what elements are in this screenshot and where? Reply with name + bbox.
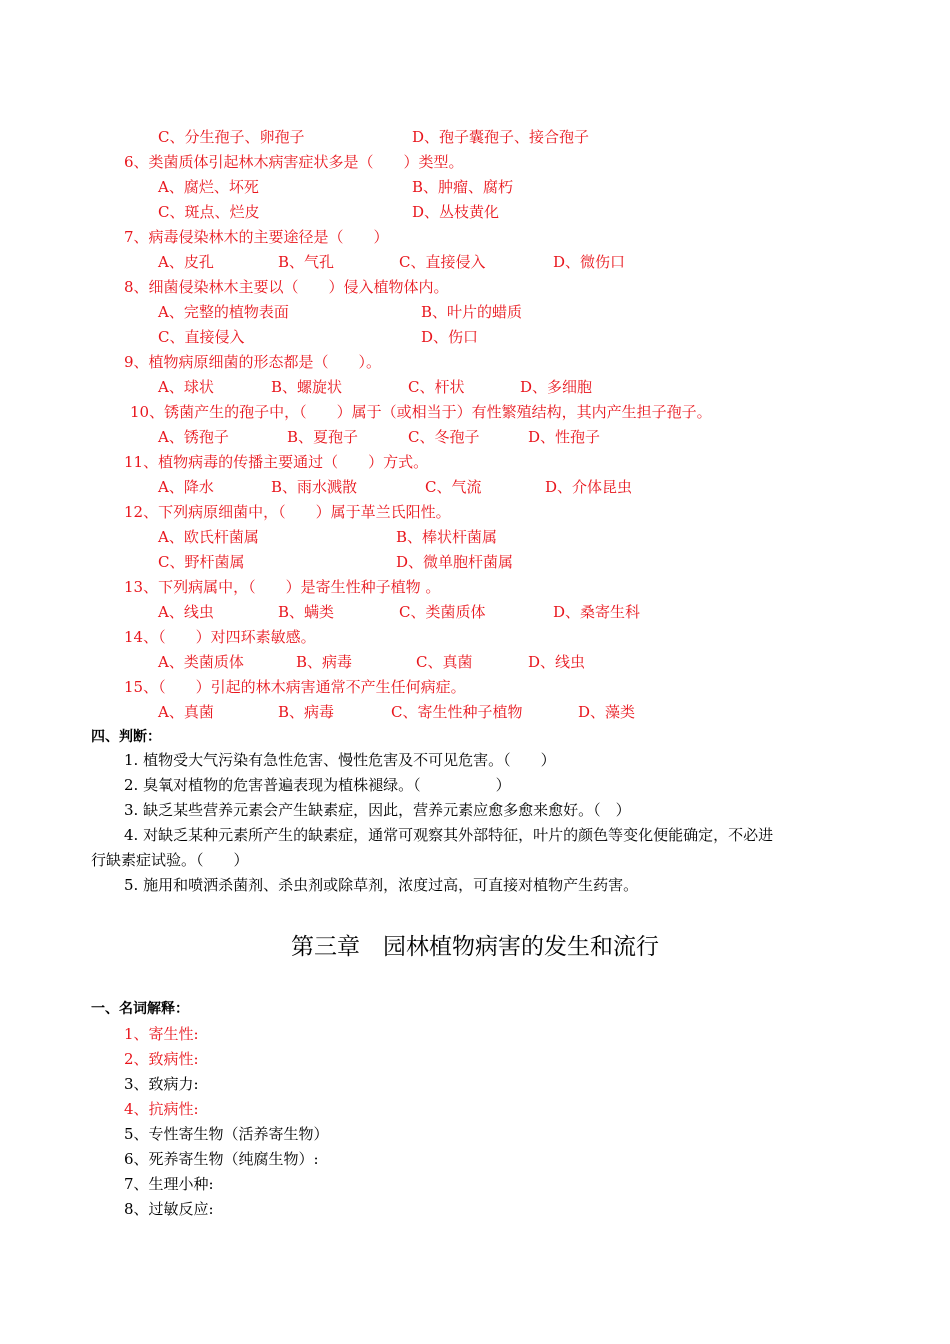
q7-option-c: C、直接侵入 xyxy=(399,253,486,271)
q10-option-b: B、夏孢子 xyxy=(287,428,359,446)
q13-option-b: B、螨类 xyxy=(278,603,335,621)
q12-option-a: A、欧氏杆菌属 xyxy=(158,528,259,546)
question-13: 13、下列病属中，（ ）是寄生性种子植物 。 xyxy=(124,578,441,596)
q5-option-d: D、孢子囊孢子、接合孢子 xyxy=(412,128,590,146)
q14-option-a: A、类菌质体 xyxy=(158,653,244,671)
q9-option-b: B、螺旋状 xyxy=(271,378,343,396)
q9-option-c: C、杆状 xyxy=(408,378,465,396)
q10-option-c: C、冬孢子 xyxy=(408,428,480,446)
q11-option-d: D、介体昆虫 xyxy=(545,478,633,496)
q11-option-b: B、雨水溅散 xyxy=(271,478,358,496)
q14-option-d: D、线虫 xyxy=(528,653,586,671)
term-3: 3、致病力: xyxy=(124,1075,199,1093)
q10-option-d: D、性孢子 xyxy=(528,428,601,446)
judge-heading: 四、判断： xyxy=(91,729,161,745)
q15-option-b: B、病毒 xyxy=(278,703,335,721)
q14-option-c: C、真菌 xyxy=(416,653,473,671)
q8-option-a: A、完整的植物表面 xyxy=(158,303,289,321)
judge-item-2: 2. 臭氧对植物的危害普遍表现为植株褪绿。（ ） xyxy=(124,776,511,794)
q12-option-b: B、棒状杆菌属 xyxy=(396,528,498,546)
term-8: 8、过敏反应: xyxy=(124,1200,214,1218)
q13-option-d: D、桑寄生科 xyxy=(553,603,641,621)
q15-option-c: C、寄生性种子植物 xyxy=(391,703,523,721)
question-7: 7、病毒侵染林木的主要途径是（ ） xyxy=(124,228,389,246)
q7-option-d: D、微伤口 xyxy=(553,253,626,271)
q14-option-b: B、病毒 xyxy=(296,653,353,671)
question-10: 10、锈菌产生的孢子中，（ ）属于（或相当于）有性繁殖结构，其内产生担子孢子。 xyxy=(130,403,712,421)
q8-option-d: D、伤口 xyxy=(421,328,479,346)
q15-option-a: A、真菌 xyxy=(158,703,214,721)
q6-option-c: C、斑点、烂皮 xyxy=(158,203,260,221)
term-4: 4、抗病性: xyxy=(124,1100,199,1118)
judge-item-5: 5. 施用和喷洒杀菌剂、杀虫剂或除草剂，浓度过高，可直接对植物产生药害。 xyxy=(124,876,639,894)
question-8: 8、细菌侵染林木主要以（ ）侵入植物体内。 xyxy=(124,278,449,296)
term-5: 5、专性寄生物（活养寄生物） xyxy=(124,1125,329,1143)
question-12: 12、下列病原细菌中，（ ）属于革兰氏阳性。 xyxy=(124,503,451,521)
q11-option-a: A、降水 xyxy=(158,478,214,496)
term-1: 1、寄生性: xyxy=(124,1025,199,1043)
judge-item-4-line-2: 行缺素症试验。（ ） xyxy=(91,851,249,869)
q6-option-a: A、腐烂、坏死 xyxy=(158,178,259,196)
q13-option-a: A、线虫 xyxy=(158,603,214,621)
question-6: 6、类菌质体引起林木病害症状多是（ ）类型。 xyxy=(124,153,464,171)
question-9: 9、植物病原细菌的形态都是（ ）。 xyxy=(124,353,382,371)
term-2: 2、致病性: xyxy=(124,1050,199,1068)
q12-option-d: D、微单胞杆菌属 xyxy=(396,553,514,571)
q7-option-b: B、气孔 xyxy=(278,253,335,271)
question-14: 14、（ ）对四环素敏感。 xyxy=(124,628,316,646)
judge-item-1: 1. 植物受大气污染有急性危害、慢性危害及不可见危害。（ ） xyxy=(124,751,556,769)
q10-option-a: A、锈孢子 xyxy=(158,428,229,446)
q15-option-d: D、藻类 xyxy=(578,703,636,721)
terms-heading: 一、名词解释： xyxy=(91,1001,189,1017)
q11-option-c: C、气流 xyxy=(425,478,482,496)
q6-option-d: D、丛枝黄化 xyxy=(412,203,500,221)
question-15: 15、（ ）引起的林木病害通常不产生任何病症。 xyxy=(124,678,466,696)
q5-option-c: C、分生孢子、卵孢子 xyxy=(158,128,305,146)
q8-option-b: B、叶片的蜡质 xyxy=(421,303,523,321)
judge-item-3: 3. 缺乏某些营养元素会产生缺素症，因此，营养元素应愈多愈来愈好。（ ） xyxy=(124,801,631,819)
q7-option-a: A、皮孔 xyxy=(158,253,214,271)
judge-item-4-line-1: 4. 对缺乏某种元素所产生的缺素症，通常可观察其外部特征，叶片的颜色等变化便能确定，不必进 xyxy=(124,826,774,844)
q9-option-a: A、球状 xyxy=(158,378,214,396)
q8-option-c: C、直接侵入 xyxy=(158,328,245,346)
chapter-title: 第三章 园林植物病害的发生和流行 xyxy=(291,934,659,960)
question-11: 11、植物病毒的传播主要通过（ ）方式。 xyxy=(124,453,429,471)
q12-option-c: C、野杆菌属 xyxy=(158,553,245,571)
q9-option-d: D、多细胞 xyxy=(520,378,593,396)
q13-option-c: C、类菌质体 xyxy=(399,603,486,621)
term-6: 6、死养寄生物（纯腐生物）: xyxy=(124,1150,319,1168)
q6-option-b: B、肿瘤、腐朽 xyxy=(412,178,514,196)
term-7: 7、生理小种: xyxy=(124,1175,214,1193)
